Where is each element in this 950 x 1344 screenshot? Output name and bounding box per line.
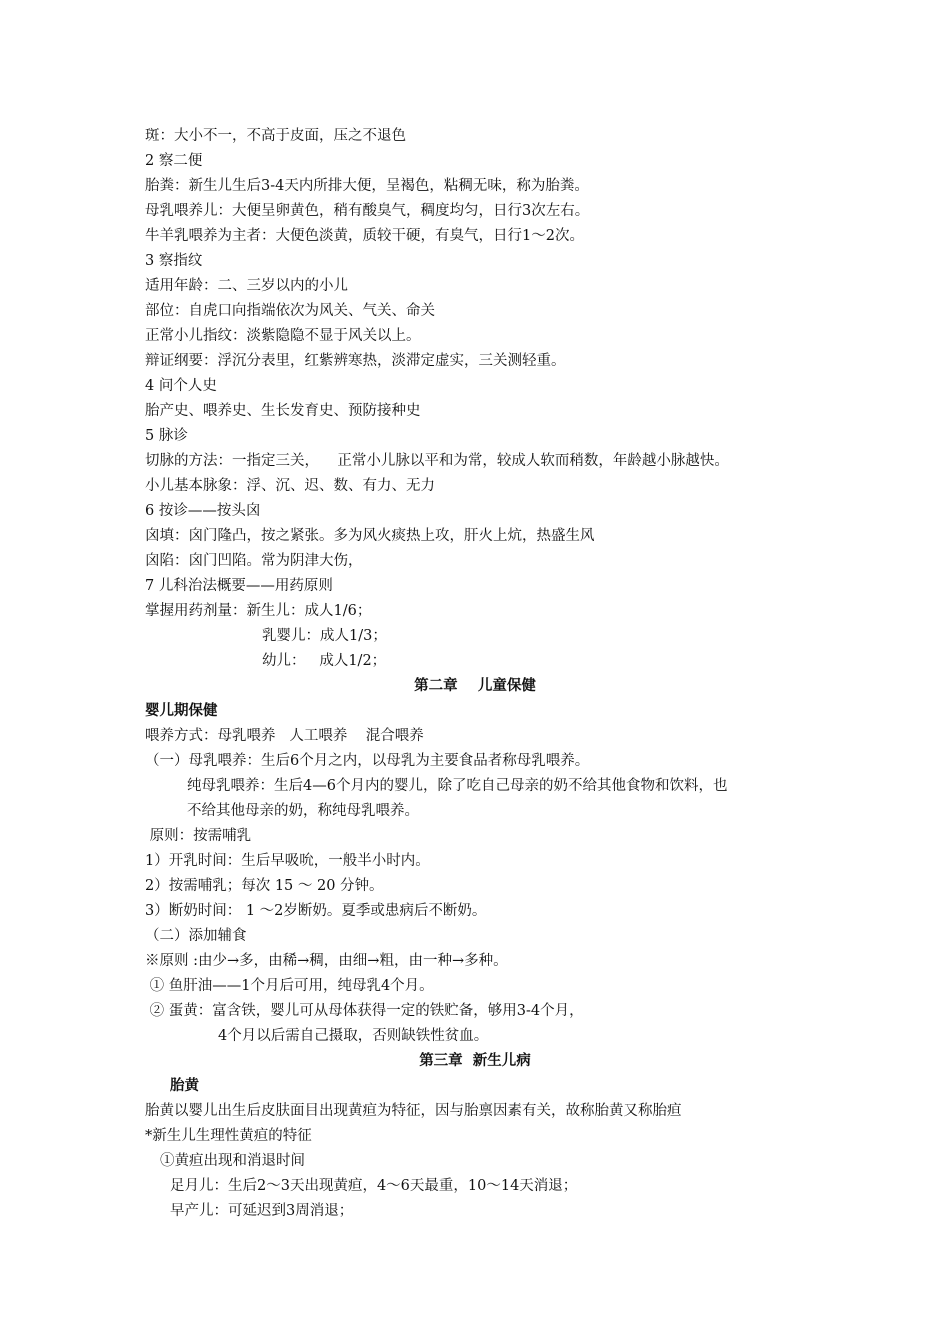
- chapter-title: 第三章 新生儿病: [419, 1053, 531, 1069]
- text-line: ※原则 :由少→多，由稀→稠，由细→粗，由一种→多种。: [145, 953, 508, 969]
- section-heading: 2 察二便: [145, 153, 203, 169]
- text-line: 2）按需哺乳；每次 15 ～ 20 分钟。: [145, 878, 384, 894]
- section-title: 胎黄: [170, 1078, 199, 1094]
- text-line: 正常小儿指纹：淡紫隐隐不显于风关以上。: [145, 328, 421, 344]
- text-line: 胎产史、喂养史、生长发育史、预防接种史: [145, 403, 421, 419]
- text-line: *新生儿生理性黄疸的特征: [145, 1128, 312, 1144]
- text-line: 牛羊乳喂养为主者：大便色淡黄，质较干硬，有臭气，日行1～2次。: [145, 228, 584, 244]
- text-line: 足月儿：生后2～3天出现黄疸，4～6天最重，10～14天消退；: [170, 1178, 578, 1194]
- text-line: 切脉的方法：一指定三关， 正常小儿脉以平和为常，较成人软而稍数，年龄越小脉越快。: [145, 453, 729, 469]
- text-line: 喂养方式：母乳喂养 人工喂养 混合喂养: [145, 728, 424, 744]
- text-line: 早产儿：可延迟到3周消退；: [170, 1203, 354, 1219]
- text-line: 适用年龄：二、三岁以内的小儿: [145, 278, 348, 294]
- text-line: 斑：大小不一，不高于皮面，压之不退色: [145, 128, 406, 144]
- text-line: 掌握用药剂量：新生儿：成人1/6；: [145, 603, 372, 619]
- text-line: 囟填：囟门隆凸，按之紧张。多为风火痰热上攻，肝火上炕，热盛生风: [145, 528, 595, 544]
- text-line: 纯母乳喂养：生后4—6个月内的婴儿，除了吃自己母亲的奶不给其他食物和饮料，也: [187, 778, 728, 794]
- section-title: 婴儿期保健: [145, 703, 218, 719]
- section-heading: 6 按诊——按头囟: [145, 503, 261, 519]
- text-line: 乳婴儿：成人1/3；: [262, 628, 387, 644]
- text-line: （一）母乳喂养：生后6个月之内，以母乳为主要食品者称母乳喂养。: [145, 753, 590, 769]
- section-heading: 4 问个人史: [145, 378, 217, 394]
- text-line: 3）断奶时间： 1 ～2岁断奶。夏季或患病后不断奶。: [145, 903, 487, 919]
- text-line: 部位：自虎口向指端依次为风关、气关、命关: [145, 303, 435, 319]
- text-line: 母乳喂养儿：大便呈卵黄色，稍有酸臭气，稠度均匀，日行3次左右。: [145, 203, 590, 219]
- text-line: 4个月以后需自己摄取，否则缺铁性贫血。: [218, 1028, 489, 1044]
- chapter-title: 第二章 儿童保健: [414, 678, 536, 694]
- text-line: （二）添加辅食: [145, 928, 247, 944]
- text-line: ① 鱼肝油——1个月后可用，纯母乳4个月。: [145, 978, 434, 994]
- text-line: 1）开乳时间：生后早吸吮，一般半小时内。: [145, 853, 430, 869]
- text-line: 胎黄以婴儿出生后皮肤面目出现黄疸为特征，因与胎禀因素有关，故称胎黄又称胎疸: [145, 1103, 682, 1119]
- text-line: 小儿基本脉象：浮、沉、迟、数、有力、无力: [145, 478, 435, 494]
- section-heading: 3 察指纹: [145, 253, 203, 269]
- text-line: 囟陷：囟门凹陷。常为阴津大伤，: [145, 553, 363, 569]
- text-line: 胎粪：新生儿生后3-4天内所排大便，呈褐色，粘稠无味，称为胎粪。: [145, 178, 589, 194]
- text-line: 幼儿： 成人1/2；: [262, 653, 387, 669]
- text-line: ② 蛋黄：富含铁，婴儿可从母体获得一定的铁贮备，够用3-4个月，: [145, 1003, 584, 1019]
- section-heading: 7 儿科治法概要——用药原则: [145, 578, 333, 594]
- text-line: 原则：按需哺乳: [145, 828, 252, 844]
- section-heading: 5 脉诊: [145, 428, 188, 444]
- text-line: 不给其他母亲的奶，称纯母乳喂养。: [187, 803, 419, 819]
- text-line: ①黄疸出现和消退时间: [160, 1153, 305, 1169]
- text-line: 辩证纲要：浮沉分表里，红紫辨寒热，淡滞定虚实，三关测轻重。: [145, 353, 566, 369]
